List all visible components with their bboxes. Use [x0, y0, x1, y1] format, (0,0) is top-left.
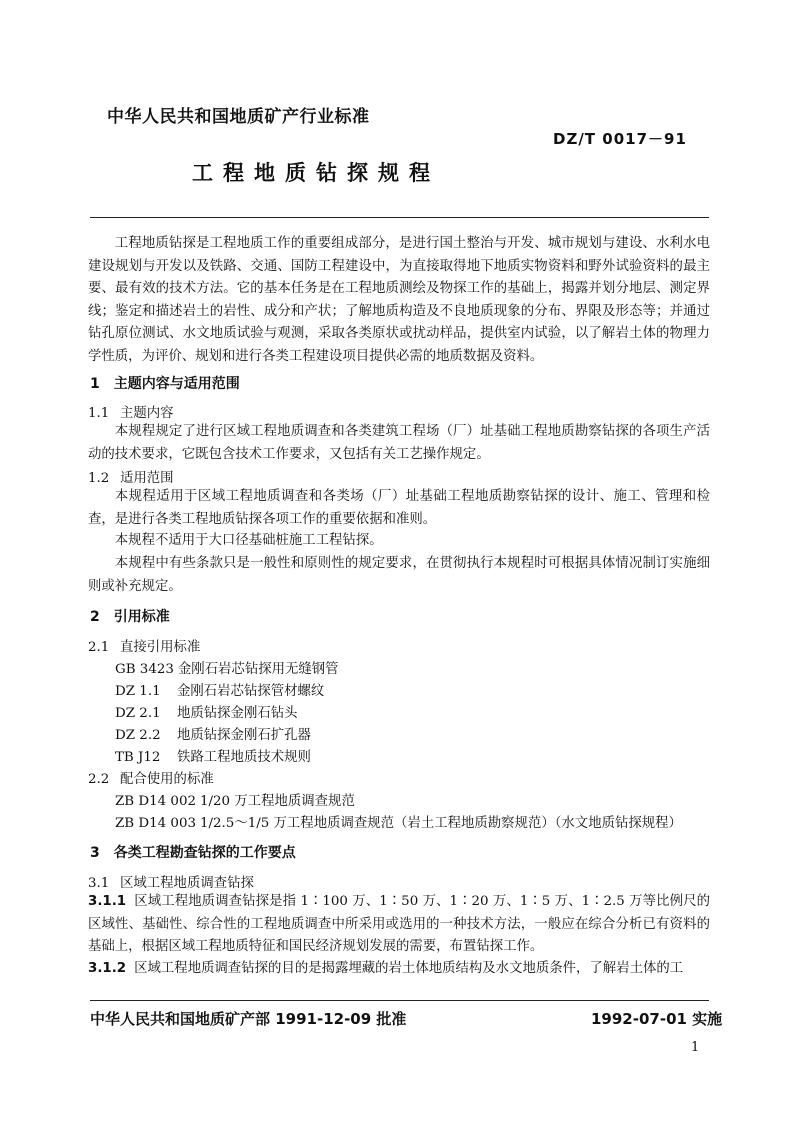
clause-text: 区域工程地质调查钻探是指 1∶100 万、1∶50 万、1∶20 万、1∶5 万、1∶2.5 万等比例尺的区域性、基础性、综合性的工程地质调查中所采用或选用的一种技术方法，一般应在综合分析已有资料的基础上，根据区域工程地质特征和国民经济规划发展的需要，布置钻探工作。 [88, 894, 710, 954]
section-2-heading: 2 引用标准 [90, 609, 170, 625]
subsection-number: 2.1 [88, 640, 110, 655]
reference-item [115, 746, 311, 765]
reference-name: 金刚石岩芯钻探用无缝钢管 [177, 662, 339, 677]
clause-text: 区域工程地质调查钻探的目的是揭露埋藏的岩土体地质结构及水文地质条件，了解岩土体的工 [134, 961, 684, 976]
header-divider [90, 217, 709, 218]
subsection-2-2 [88, 768, 214, 787]
subsection-number: 2.2 [88, 772, 110, 787]
clause-number: 3.1.1 [88, 894, 127, 909]
subsection-1-1 [88, 402, 174, 421]
reference-name: 金刚石岩芯钻探管材螺纹 [177, 684, 325, 699]
implementation-date: 1992-07-01 实施 [591, 1010, 723, 1028]
reference-code: DZ 2.1 [115, 706, 161, 721]
paragraph-3-1-2 [88, 958, 710, 981]
standard-code: DZ/T 0017－91 [553, 130, 687, 148]
subsection-title: 配合使用的标准 [120, 772, 214, 787]
subsection-title: 主题内容 [120, 406, 174, 421]
paragraph-1-2-c: 本规程中有些条款只是一般性和原则性的规定要求，在贯彻执行本规程时可根据具体情况制订实施细则或补充规定。 [88, 556, 710, 594]
reference-name: 1/20 万工程地质调查规范 [200, 794, 355, 809]
subsection-3-1 [88, 872, 254, 891]
reference-name: 铁路工程地质技术规则 [177, 750, 311, 765]
paragraph-1-2-a: 本规程适用于区域工程地质调查和各类场（厂）址基础工程地质勘察钻探的设计、施工、管理和检查，是进行各类工程地质钻探各项工作的重要依据和准则。 [88, 489, 710, 527]
reference-code: DZ 1.1 [115, 684, 161, 699]
paragraph-1-1: 本规程规定了进行区域工程地质调查和各类建筑工程场（厂）址基础工程地质勘察钻探的各项生产活动的技术要求，它既包含技术工作要求，又包括有关工艺操作规定。 [88, 424, 710, 462]
reference-item [115, 724, 311, 743]
footer-divider [90, 1000, 709, 1001]
paragraph-3-1-1 [88, 891, 710, 959]
approval-line: 中华人民共和国地质矿产部 1991-12-09 批准 [90, 1010, 407, 1028]
reference-item [115, 680, 324, 699]
reference-name: 地质钻探金刚石钻头 [177, 706, 298, 721]
intro-paragraph: 工程地质钻探是工程地质工作的重要组成部分，是进行国土整治与开发、城市规划与建设、水利水电建设规划与开发以及铁路、交通、国防工程建设中，为直接取得地下地质实物资料和野外试验资料的最主要、最有效的技术方法。它的基本任务是在工程地质测绘及物探工作的基础上，揭露并划分地层、测定界线；鉴定和描述岩土的岩性、成分和产状；了解地质构造及不良地质现象的分布、界限及形态等；并通过钻孔原位测试、水文地质试验与观测，采取各类原状或扰动样品，提供室内试验，以了解岩土体的物理力学性质，为评价、规划和进行各类工程建设项目提供必需的地质数据及资料。 [88, 236, 710, 364]
reference-item [115, 790, 355, 809]
subsection-2-1 [88, 636, 200, 655]
subsection-title: 直接引用标准 [120, 640, 201, 655]
subsection-1-2 [88, 467, 174, 486]
issuing-organization: 中华人民共和国地质矿产行业标准 [107, 107, 370, 127]
clause-number: 3.1.2 [88, 961, 127, 976]
reference-code: GB 3423 [115, 662, 174, 677]
reference-code: ZB D14 002 [115, 794, 196, 809]
reference-code: TB J12 [115, 750, 161, 765]
reference-name: 1/2.5～1/5 万工程地质调查规范（岩土工程地质勘察规范）（水文地质钻探规程） [200, 816, 682, 831]
subsection-title: 适用范围 [120, 471, 174, 486]
subsection-number: 3.1 [88, 876, 110, 891]
document-title: 工程地质钻探规程 [192, 161, 440, 185]
reference-name: 地质钻探金刚石扩孔器 [177, 728, 311, 743]
section-3-heading: 3 各类工程勘查钻探的工作要点 [90, 845, 296, 861]
paragraph-1-2-b: 本规程不适用于大口径基础桩施工工程钻探。 [114, 533, 383, 548]
reference-code: DZ 2.2 [115, 728, 161, 743]
reference-item [115, 702, 298, 721]
subsection-title: 区域工程地质调查钻探 [120, 876, 254, 891]
reference-code: ZB D14 003 [115, 816, 196, 831]
section-1-heading: 1 主题内容与适用范围 [90, 376, 240, 392]
subsection-number: 1.1 [88, 406, 110, 421]
page-number: 1 [691, 1040, 700, 1055]
subsection-number: 1.2 [88, 471, 110, 486]
reference-item [115, 812, 682, 831]
reference-item [115, 658, 339, 677]
